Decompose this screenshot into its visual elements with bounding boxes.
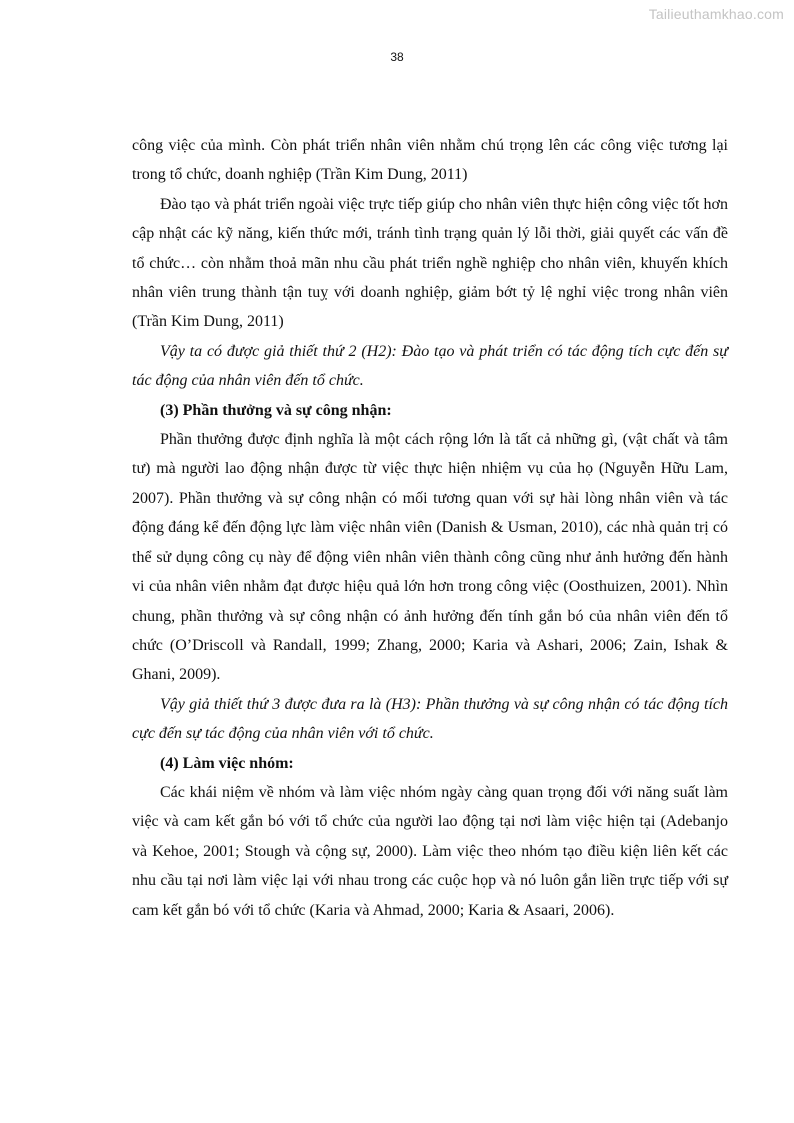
hypothesis-h3: Vậy giả thiết thứ 3 được đưa ra là (H3): Phần thưởng và sự công nhận có tác động tích cực đến sự tác động của nhân viên với tổ chức. xyxy=(132,695,728,743)
paragraph-rewards: Phần thưởng được định nghĩa là một cách rộng lớn là tất cả những gì, (vật chất và tâm tư) mà người lao động nhận được từ việc thực hiện nhiệm vụ của họ (Nguyễn Hữu Lam, 2007). Phần thưởng và sự công nhận có mối tương quan với sự hài lòng nhân viên và tác động đáng kể đến động lực làm việc nhân viên (Danish & Usman, 2010), các nhà quản trị có thể sử dụng công cụ này để động viên nhân viên thành công cũng như ảnh hưởng đến hành vi của nhân viên nhằm đạt được hiệu quả lớn hơn trong công việc (Oosthuizen, 2001). Nhìn chung, phần thưởng và sự công nhận có ảnh hưởng đến tính gắn bó của nhân viên đến tổ chức (O’Driscoll và Randall, 1999; Zhang, 2000; Karia và Ashari, 2006; Zain, Ishak & Ghani, 2009). xyxy=(132,431,728,684)
watermark: Tailieuthamkhao.com xyxy=(648,6,784,22)
section-heading-rewards: (3) Phần thưởng và sự công nhận: xyxy=(160,401,392,419)
document-body xyxy=(132,131,728,925)
paragraph-training: Đào tạo và phát triển ngoài việc trực tiếp giúp cho nhân viên thực hiện công việc tốt hơn cập nhật các kỹ năng, kiến thức mới, tránh tình trạng quản lý lỗi thời, giải quyết các vấn đề tổ chức… còn nhằm thoả mãn nhu cầu phát triển nghề nghiệp cho nhân viên, khuyến khích nhân viên trung thành tận tuỵ với doanh nghiệp, giảm bớt tỷ lệ nghỉ việc trong nhân viên (Trần Kim Dung, 2011) xyxy=(132,195,728,331)
hypothesis-h2: Vậy ta có được giả thiết thứ 2 (H2): Đào tạo và phát triển có tác động tích cực đến sự tác động của nhân viên đến tổ chức. xyxy=(132,342,728,390)
section-heading-teamwork: (4) Làm việc nhóm: xyxy=(160,754,294,772)
page-number: 38 xyxy=(390,50,404,64)
paragraph-continuation: công việc của mình. Còn phát triển nhân viên nhằm chú trọng lên các công việc tương lại trong tổ chức, doanh nghiệp (Trần Kim Dung, 2011) xyxy=(132,137,728,184)
paragraph-teamwork: Các khái niệm về nhóm và làm việc nhóm ngày càng quan trọng đối với năng suất làm việc và cam kết gắn bó với tổ chức của người lao động tại nơi làm việc hiện tại (Adebanjo và Kehoe, 2001; Stough và cộng sự, 2000). Làm việc theo nhóm tạo điều kiện liên kết các nhu cầu tại nơi làm việc lại với nhau trong các cuộc họp và nó luôn gắn liền trực tiếp với sự cam kết gắn bó với tổ chức (Karia và Ahmad, 2000; Karia & Asaari, 2006). xyxy=(132,783,728,919)
